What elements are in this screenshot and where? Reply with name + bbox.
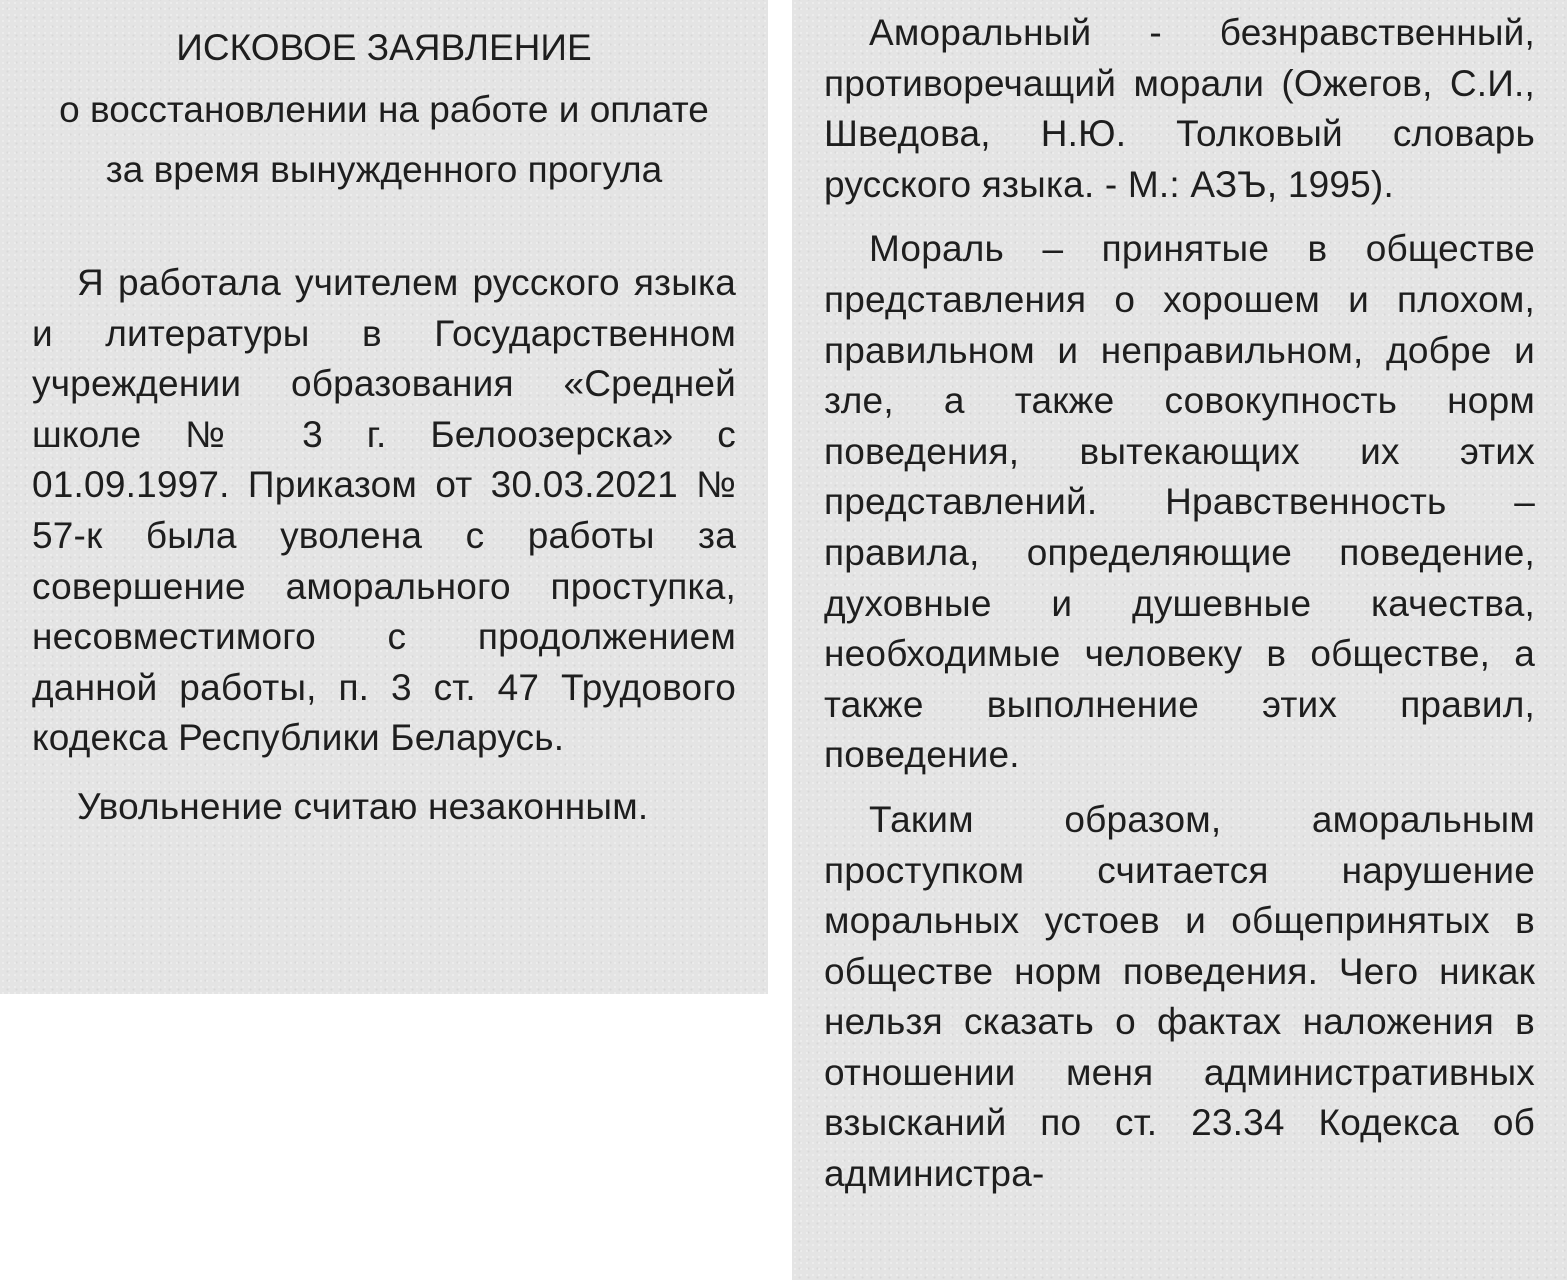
right-paragraph-1: Аморальный - безнравственный, противоречащий морали (Ожегов, С.И., Шведова, Н.Ю. Толковый словарь русского языка. - М.: АЗЪ, 1995). — [824, 12, 1535, 205]
document-title: ИСКОВОЕ ЗАЯВЛЕНИЕ — [176, 27, 592, 68]
left-paragraph-1: Я работала учителем русского языка и литературы в Государственном учреждении образования «Средней школе № 3 г. Белоозерска» с 01.09.1997. Приказом от 30.03.2021 № 57-к была уволена с работы за совершение аморального проступка, несовместимого с продолжением данной работы, п. 3 ст. 47 Трудового кодекса Республики Беларусь. — [32, 262, 736, 759]
document-subtitle-line2: за время вынужденного прогула — [105, 149, 663, 190]
right-paragraph-3: Таким образом, аморальным проступком считается нарушение моральных устоев и общепринятых в обществе норм поведения. Чего никак нельзя сказать о фактах наложения в отношении меня административных взысканий по ст. 23.34 Кодекса об администра- — [824, 798, 1535, 1195]
document-subtitle-line1: о восстановлении на работе и оплате — [59, 89, 709, 130]
left-page — [0, 0, 768, 994]
left-paragraph-2: Увольнение считаю незаконным. — [77, 785, 649, 827]
right-page — [792, 0, 1567, 1280]
right-paragraph-2: Мораль – принятые в обществе представления о хорошем и плохом, правильном и неправильном, добре и зле, а также совокупность норм поведения, вытекающих их этих представлений. Нравственность – правила, определяющие поведение, духовные и душевные качества, необходимые человеку в обществе, а также выполнение этих правил, поведение. — [824, 228, 1535, 776]
